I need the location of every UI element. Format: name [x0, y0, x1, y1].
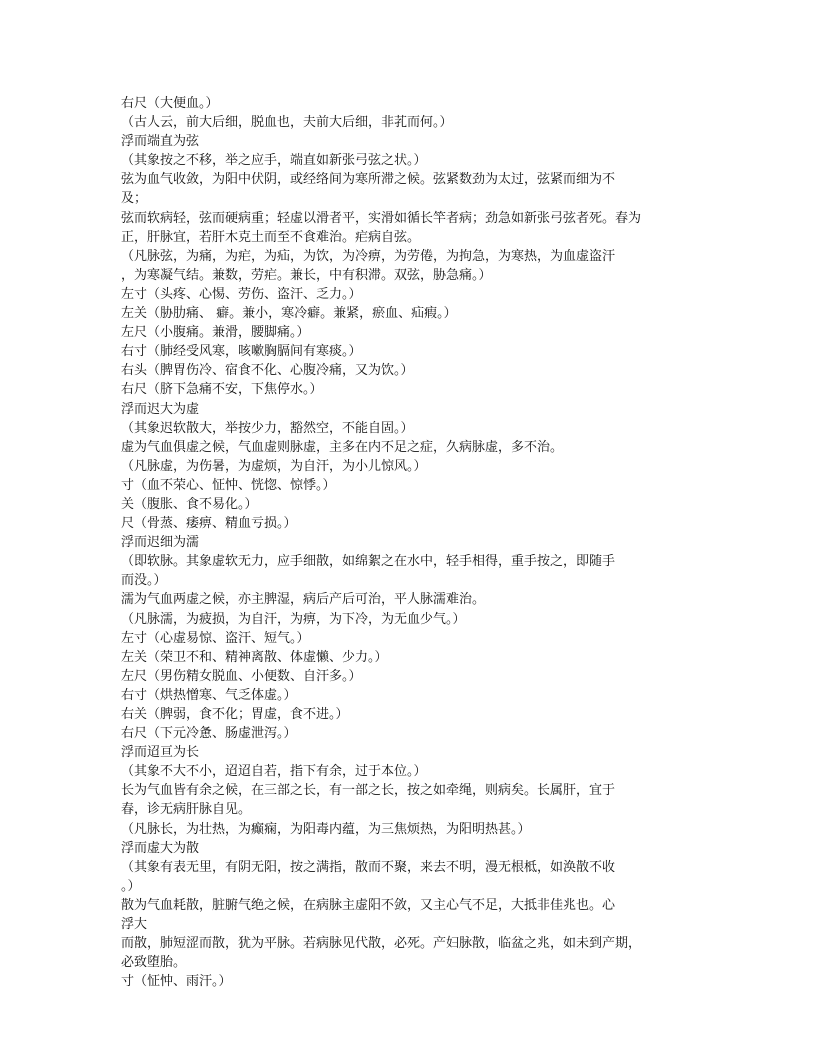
text-line: 右头（脾胃伤冷、宿食不化、心腹冷痛，又为饮。）	[121, 363, 414, 379]
section-heading: 浮而迢亘为长	[121, 745, 200, 761]
text-line: （古人云，前大后细，脱血也，夫前大后细，非芤而何。）	[121, 115, 453, 131]
text-line: 必致堕胎。	[121, 955, 187, 971]
text-line: 左关（荣卫不和、精神离散、体虚懒、少力。）	[121, 649, 388, 665]
text-line: 虚为气血俱虚之候，气血虚则脉虚，主多在内不足之症，久病脉虚，多不治。	[121, 439, 564, 455]
text-line: 左关（胁肋痛、 癖。兼小，寒冷癖。兼紧，瘀血、疝瘕。）	[121, 306, 457, 322]
text-line: 右尺（下元冷惫、肠虚泄泻。）	[121, 726, 297, 742]
text-line: 而没。）	[121, 573, 167, 589]
text-line: 长为气血皆有余之候，在三部之长，有一部之长，按之如牵绳，则病矣。长属肝，宜于	[121, 783, 616, 799]
text-line: 右尺（大便血。）	[121, 96, 219, 111]
text-line: （其象不大不小，迢迢自若，指下有余，过于本位。）	[121, 764, 427, 780]
text-line: （其象按之不移，举之应手，端直如新张弓弦之状。）	[121, 153, 427, 169]
text-line: 而散，肺短涩而散，犹为平脉。若病脉见代散，必死。产妇脉散，临盆之兆，如未到产期，	[121, 936, 642, 952]
text-line: 寸（怔忡、雨汗。）	[121, 974, 232, 990]
document-page	[121, 94, 693, 991]
text-line: 右寸（烘热憎寒、气乏体虚。）	[121, 687, 297, 703]
section-heading: 浮而迟细为濡	[121, 535, 200, 551]
text-line: 寸（血不荣心、怔忡、恍惚、惊悸。）	[121, 477, 336, 493]
text-line: 濡为气血两虚之候，亦主脾湿，病后产后可治，平人脉濡难治。	[121, 592, 486, 608]
text-line: 左尺（小腹痛。兼滑，腰脚痛。）	[121, 325, 310, 341]
text-line: ，为寒凝气结。兼数，劳疟。兼长，中有积滞。双弦，胁急痛。）	[121, 267, 492, 283]
text-line: 。）	[121, 878, 141, 894]
text-line: 散为气血耗散，脏腑气绝之候，在病脉主虚阳不敛，又主心气不足，大抵非佳兆也。心	[121, 897, 616, 913]
text-line: 关（腹胀、食不易化。）	[121, 496, 258, 512]
text-line: （其象迟软散大，举按少力，豁然空，不能自固。）	[121, 420, 414, 436]
text-line: （其象有表无里，有阴无阳，按之满指，散而不聚，来去不明，漫无根柢，如涣散不收	[121, 859, 616, 875]
text-line: （凡脉濡，为疲损，为自汗，为痹，为下冷，为无血少气。）	[121, 611, 466, 627]
text-line: 尺（骨蒸、痿痹、精血亏损。）	[121, 516, 297, 532]
text-line: 左尺（男伤精女脱血、小便数、自汗多。）	[121, 668, 362, 684]
text-line: 浮大	[121, 917, 148, 933]
text-line: 左寸（心虚易惊、盗汗、短气。）	[121, 630, 310, 646]
text-line: 左寸（头疼、心惕、劳伤、盗汗、乏力。）	[121, 286, 362, 302]
text-line: 弦为血气收敛，为阳中伏阴，或经络间为寒所滞之候。弦紧数劲为太过，弦紧而细为不	[121, 172, 616, 188]
text-line: （凡脉虚，为伤暑，为虚烦，为自汗，为小儿惊风。）	[121, 458, 427, 474]
section-heading: 浮而迟大为虚	[121, 401, 200, 417]
text-line: （即软脉。其象虚软无力，应手细散，如绵絮之在水中，轻手相得，重手按之，即随手	[121, 554, 616, 570]
text-line: 右关（脾弱，食不化；胃虚，食不进。）	[121, 707, 349, 722]
text-line: 正，肝脉宜，若肝木克土而至不食难治。疟病自弦。	[121, 229, 421, 245]
text-line: 春，诊无病肝脉自见。	[121, 802, 252, 818]
section-heading: 浮而端直为弦	[121, 134, 200, 150]
section-heading: 浮而虚大为散	[121, 840, 200, 856]
text-line: 右尺（脐下急痛不安，下焦停水。）	[121, 382, 323, 398]
text-line: 右寸（肺经受风寒，咳嗽胸膈间有寒痰。）	[121, 344, 362, 360]
text-line: 及；	[121, 191, 148, 207]
text-line: （凡脉长，为壮热，为癫痫，为阳毒内蕴，为三焦烦热，为阳明热甚。）	[121, 821, 531, 837]
text-line: 弦而软病轻，弦而硬病重；轻虚以滑者平，实滑如循长竿者病；劲急如新张弓弦者死。春为	[121, 210, 642, 226]
text-line: （凡脉弦，为痛，为疟，为疝，为饮，为冷痹，为劳倦，为拘急，为寒热，为血虚盗汗	[121, 248, 616, 264]
